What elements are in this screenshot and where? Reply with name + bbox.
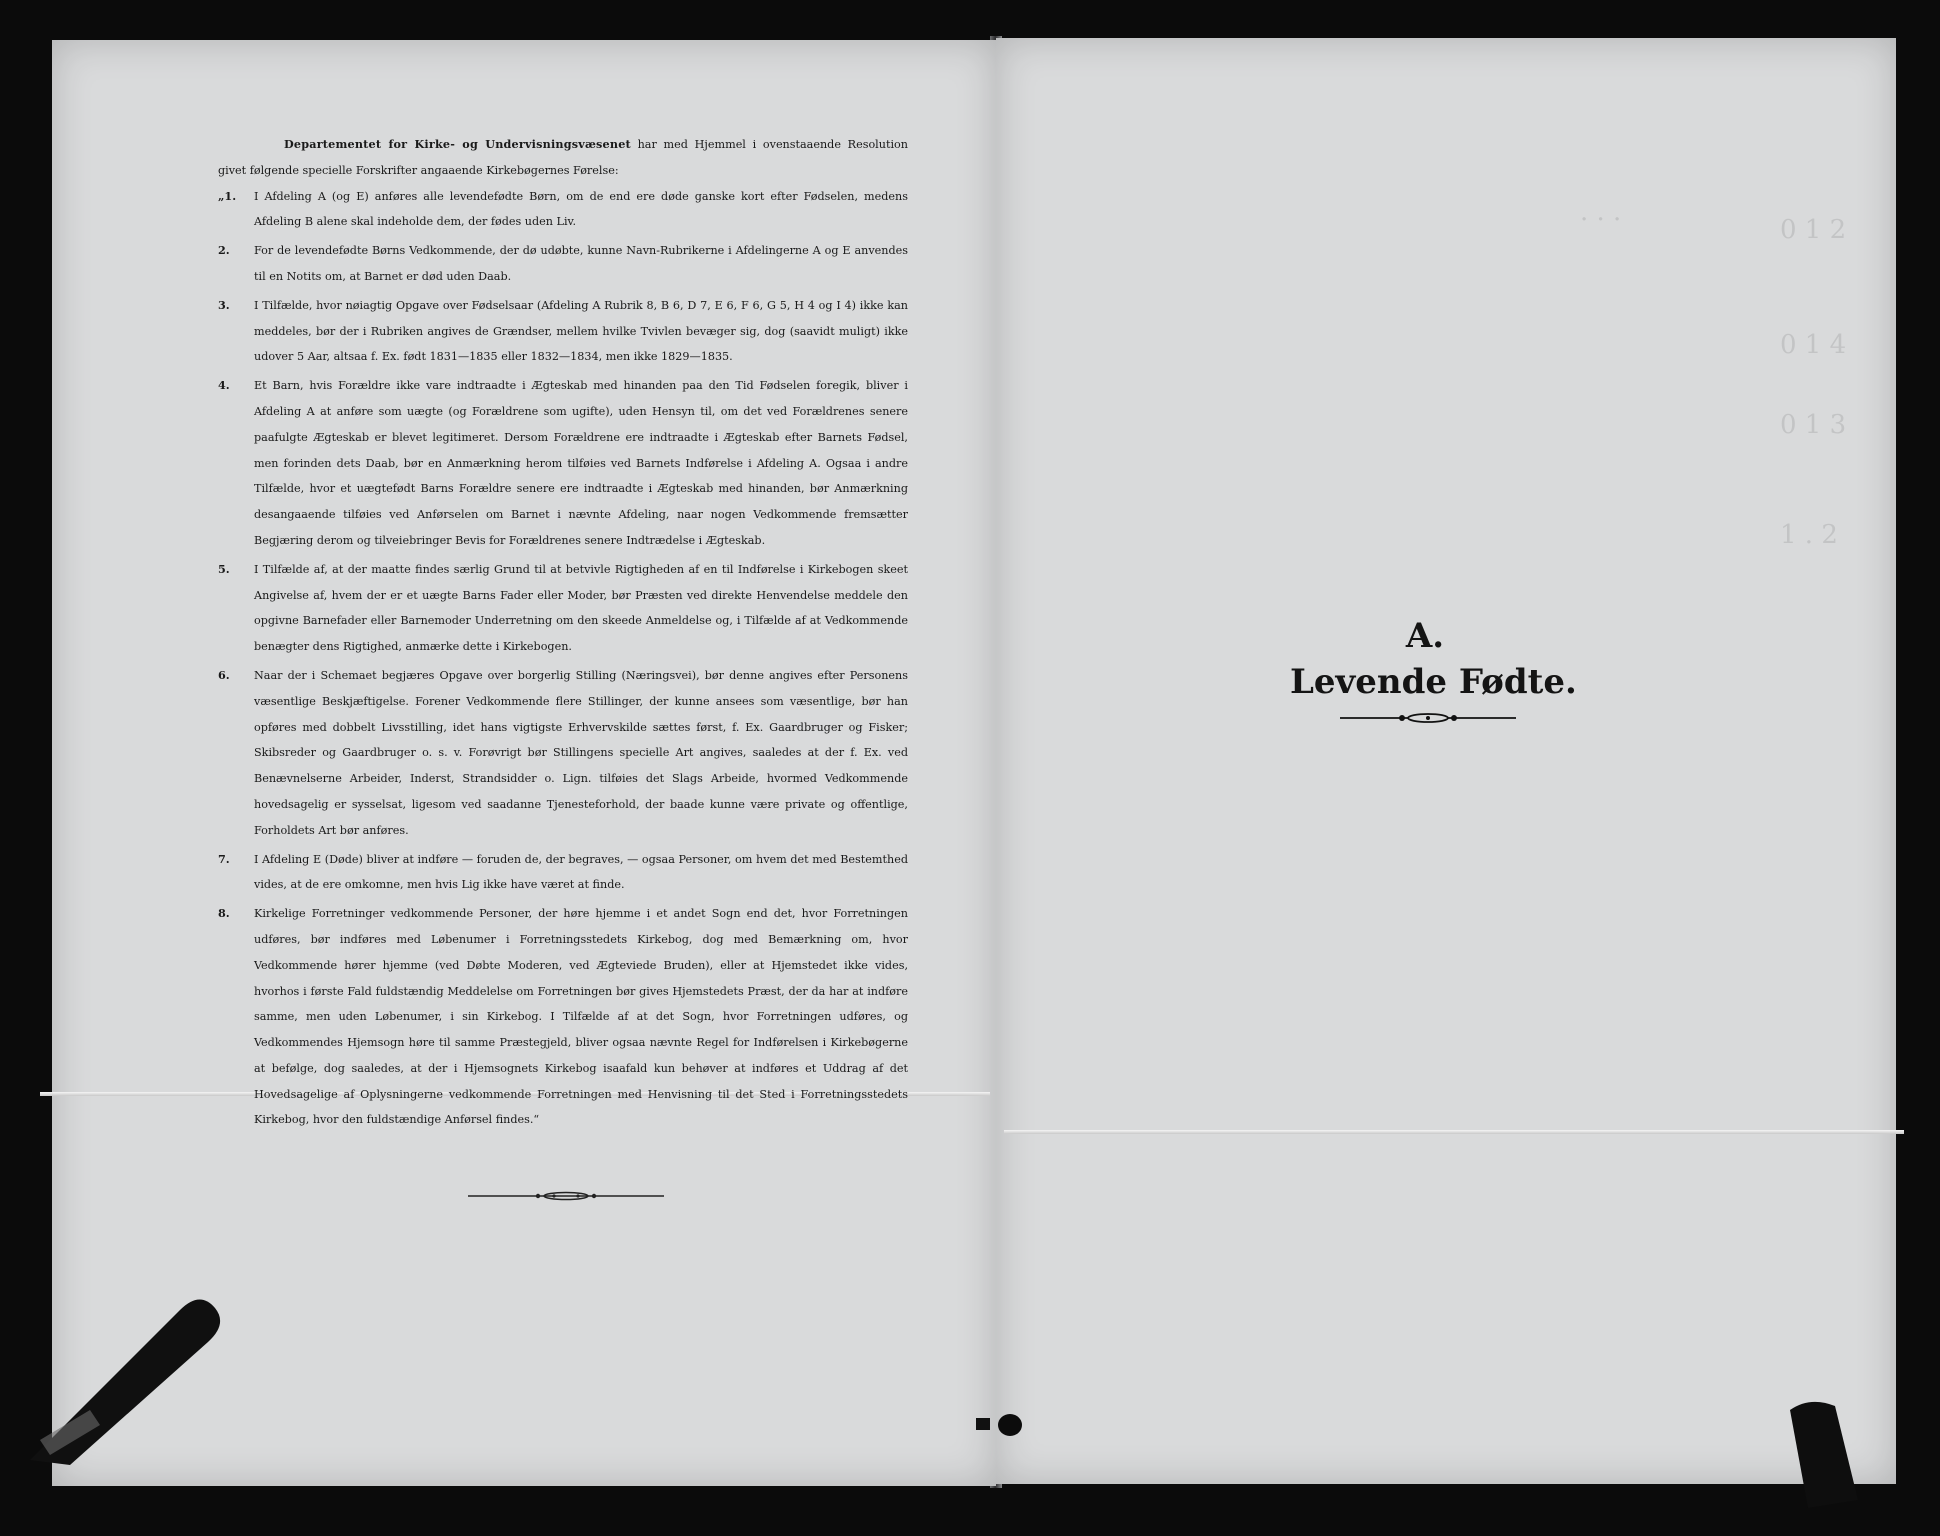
rule-item [218,901,908,1133]
rule-number: 6. [218,667,230,682]
department-name: Departementet for Kirke- og Undervisningsvæsenet [284,137,631,151]
bleed-through-mark: 0 1 3 [1780,410,1847,440]
rule-item [218,373,908,554]
rule-text: I Afdeling A (og E) anføres alle levendefødte Børn, om de end ere døde ganske kort efter Fødselen, medens Afdeling B alene skal indeholde dem, der fødes uden Liv. [254,189,908,229]
rule-number: 3. [218,297,230,312]
section-title: Levende Fødte. [1290,662,1577,702]
rule-item [218,557,908,660]
rule-item [218,663,908,844]
bleed-through-mark: 0 1 4 [1780,330,1847,360]
rule-number: „1. [218,188,237,203]
right-page [996,38,1896,1484]
intro-text: har med Hjemmel i ovenstaaende Resolution givet følgende specielle Forskrifter angaaende Kirkebøgernes Førelse: [218,138,908,177]
bleed-through-mark: 1 . 2 [1780,520,1838,550]
binding-clip-icon [30,1290,230,1470]
rule-text: Et Barn, hvis Forældre ikke vare indtraadte i Ægteskab med hinanden paa den Tid Fødselen foregik, bliver i Afdeling A at anføre som uægte (og Forældrene som ugifte), uden Hensyn til, om det ved Forældrenes senere paafulgte Ægteskab er blevet legitimeret. Dersom Forældrene ere indtraadte i Ægteskab efter Barnets Fødsel, men forinden dets Daab, bør en Anmærkning herom tilføies ved Barnets Indførelse i Afdeling A. Ogsaa i andre Tilfælde, hvor et uægtefødt Barns Forældre senere ere indtraadte i Ægteskab med hinanden, bør Anmærkning desangaaende tilføies ved Anførselen om Barnet i nævnte Afdeling, naar nogen Vedkommende fremsætter Begjæring derom og tilveiebringer Bevis for Forældrenes senere Indtrædelse i Ægteskab. [254,379,908,547]
rule-item [218,847,908,899]
instructions-intro [218,132,908,184]
rule-text: I Tilfælde af, at der maatte findes særlig Grund til at betvivle Rigtigheden af en til Indførelse i Kirkebogen skeet Angivelse af, hvem der er et uægte Barns Fader eller Moder, bør Præsten ved direkte Henvendelse meddele den opgivne Barnefader eller Barnemoder Underretning om den skeede Anmeldelse og, i Tilfælde af at Vedkommende benægter dens Rigtighed, anmærke dette i Kirkebogen. [254,562,908,654]
church-book-instructions [218,132,908,1136]
rule-text: I Tilfælde, hvor nøiagtig Opgave over Fødselsaar (Afdeling A Rubrik 8, B 6, D 7, E 6, F 6, G 5, H 4 og I 4) ikke kan meddeles, bør der i Rubriken angives de Grændser, mellem hvilke Tvivlen bevæger sig, dog (saavidt muligt) ikke udover 5 Aar, altsaa f. Ex. født 1831—1835 eller 1832—1834, men ikke 1829—1835. [254,298,908,364]
rule-number: 4. [218,378,230,393]
ink-blot-icon [970,1410,1030,1440]
rule-number: 5. [218,561,230,576]
bleed-through-mark: · · · [1580,205,1622,235]
rule-number: 8. [218,906,230,921]
rule-text: I Afdeling E (Døde) bliver at indføre — foruden de, der begraves, — ogsaa Personer, om hvem det med Bestemthed vides, at de ere omkomne, men hvis Lig ikke have været at finde. [254,852,908,892]
rule-text: Kirkelige Forretninger vedkommende Personer, der høre hjemme i et andet Sogn end det, hvor Forretningen udføres, bør indføres med Løbenumer i Forretningsstedets Kirkebog, dog med Bemærkning om, hvor Vedkommende hører hjemme (ved Døbte Moderen, ved Ægteviede Bruden), eller at Hjemstedet ikke vides, hvorhos i første Fald fuldstændig Meddelelse om Forretningen bør gives Hjemstedets Præst, der da har at indføre samme, men uden Løbenumer, i sin Kirkebog. I Tilfælde af at det Sogn, hvor Forretningen udføres, og Vedkommendes Hjemsogn høre til samme Præstegjeld, bliver ogsaa nævnte Regel for Indførelsen i Kirkebøgerne at befølge, dog saaledes, at der i Hjemsognets Kirkebog isaafald kun behøver at indføres et Uddrag af det Hovedsagelige af Oplysningerne vedkommende Forretningen med Henvisning til det Sted i Forretningsstedets Kirkebog, hvor den fuldstændige Anførsel findes.“ [254,907,908,1127]
ornamental-divider [1340,712,1516,724]
rule-item [218,293,908,370]
bleed-through-mark: 0 1 2 [1780,215,1847,245]
rule-item [218,238,908,290]
fold-crease-right [1004,1130,1904,1134]
rule-item [218,184,908,236]
binding-clip-icon [1780,1400,1870,1510]
rule-text: Naar der i Schemaet begjæres Opgave over borgerlig Stilling (Næringsvei), bør denne angives efter Personens væsentlige Beskjæftigelse. Forener Vedkommende flere Stillinger, der kunne ansees som væsentlige, bør han opføres med dobbelt Livsstilling, idet hans vigtigste Erhvervskilde sættes først, f. Ex. Gaardbruger og Fisker; Skibsreder og Gaardbruger o. s. v. Forøvrigt bør Stillingens specielle Art angives, saaledes at der f. Ex. ved Benævnelserne Arbeider, Inderst, Strandsidder o. Lign. tilføies det Slags Arbeide, hvormed Vedkommende hovedsagelig er sysselsat, ligesom ved saadanne Tjenesteforhold, der baade kunne være private og offentlige, Forholdets Art bør anføres. [254,668,908,837]
rule-number: 7. [218,851,230,866]
rule-number: 2. [218,243,230,258]
rules-list [218,184,908,1134]
ornamental-divider [468,1190,664,1202]
section-letter: A. [1405,616,1445,656]
rule-text: For de levendefødte Børns Vedkommende, der dø udøbte, kunne Navn-Rubrikerne i Afdelingerne A og E anvendes til en Notits om, at Barnet er død uden Daab. [254,244,908,283]
